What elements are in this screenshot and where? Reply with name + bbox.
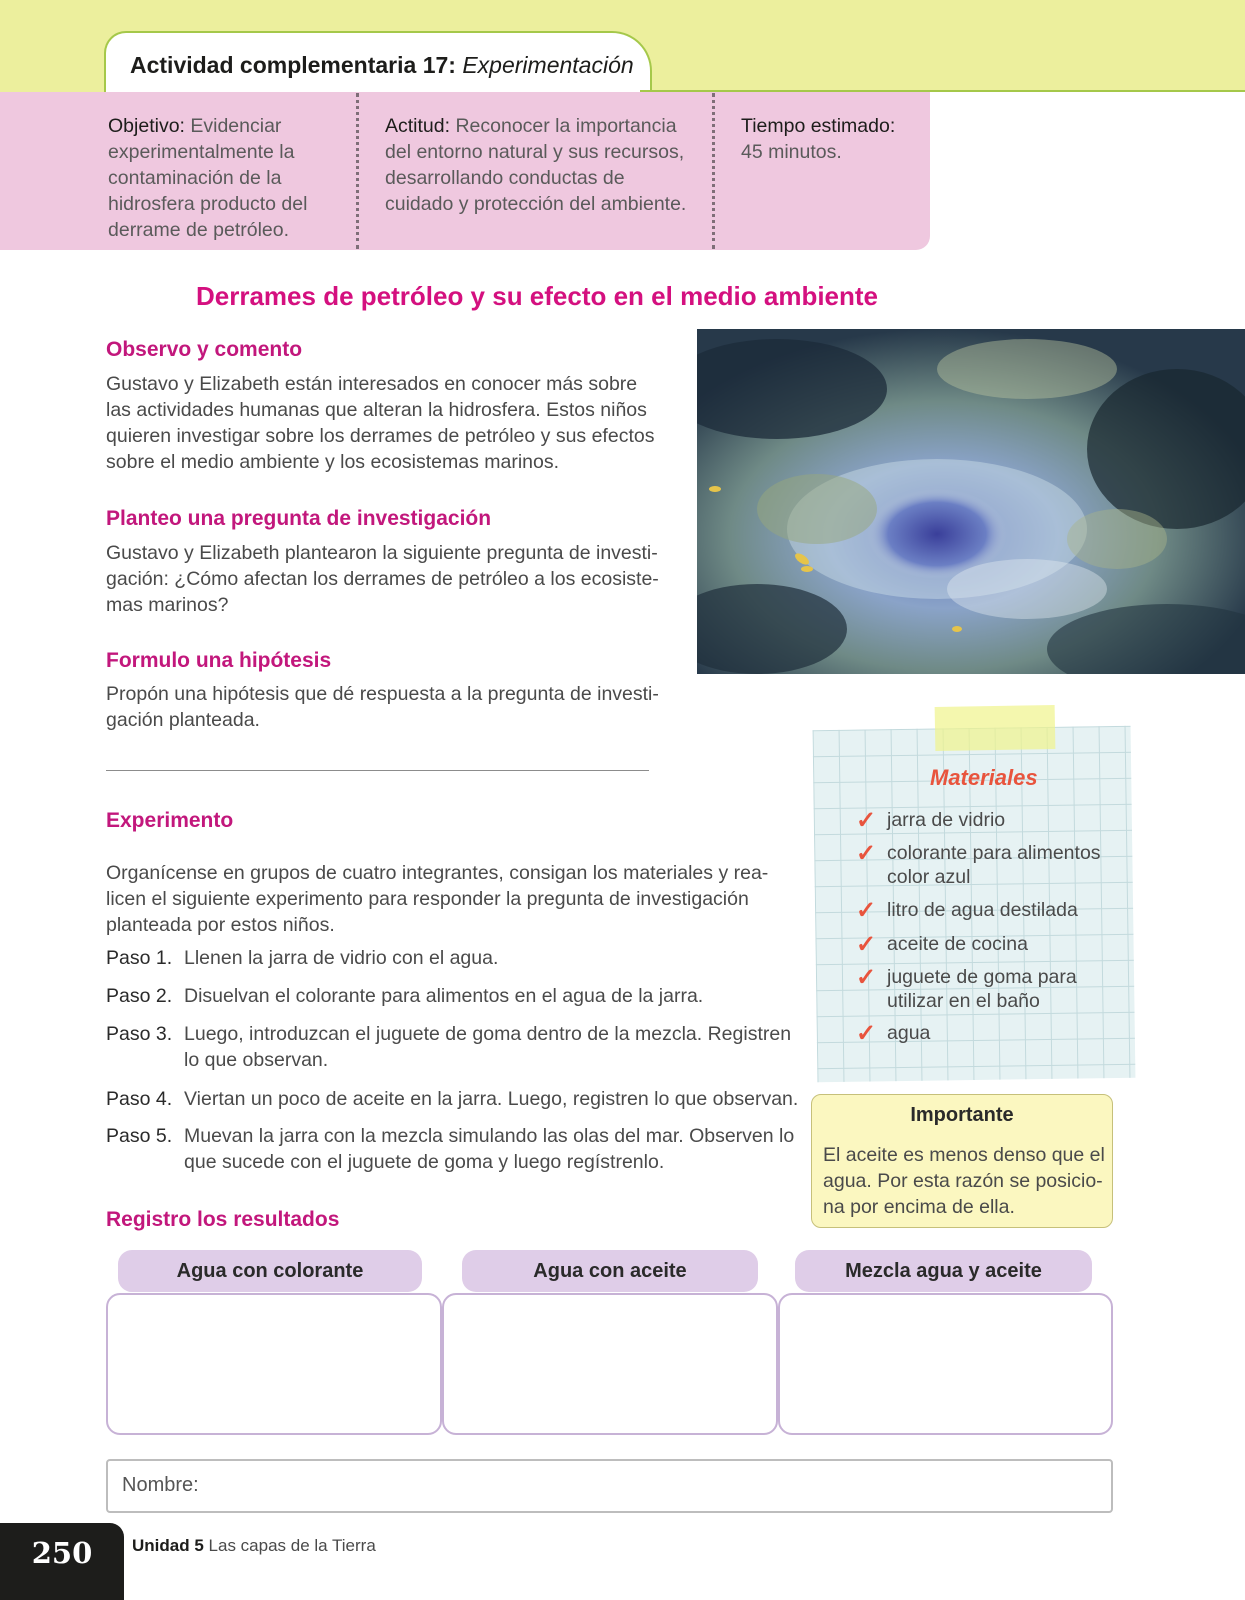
material-text: utilizar en el baño [887,990,1040,1012]
dotted-divider [356,93,359,249]
check-icon: ✓ [856,807,877,834]
activity-type: Experimentación [462,52,634,78]
text-line: Propón una hipótesis que dé respuesta a la pregunta de investi- [106,683,659,705]
objetivo-line: contaminación de la [108,167,282,189]
step-text: Viertan un poco de aceite en la jarra. Luego, registren lo que observan. [184,1088,799,1110]
step-text: Luego, introduzcan el juguete de goma dentro de la mezcla. Registren [184,1023,792,1045]
step-text: lo que observan. [184,1049,329,1071]
step-text: Llenen la jarra de vidrio con el agua. [184,947,499,969]
objetivo-block [108,113,348,243]
observo-text [106,371,686,475]
experimento-intro [106,860,806,938]
step-number: Paso 1. [106,947,173,969]
text-line: gación: ¿Cómo afectan los derrames de petróleo a los ecosiste- [106,568,659,590]
check-icon: ✓ [856,897,877,924]
text-line: licen el siguiente experimento para responder la pregunta de investigación [106,888,749,910]
step-text: Muevan la jarra con la mezcla simulando las olas del mar. Observen lo [184,1125,795,1147]
page-title: Derrames de petróleo y su efecto en el medio ambiente [196,281,879,311]
step-number: Paso 3. [106,1023,173,1045]
actitud-label: Actitud: [385,115,451,137]
result-header-aceite: Agua con aceite [462,1250,758,1292]
result-header-colorante: Agua con colorante [118,1250,422,1292]
oil-spill-photo [697,329,1245,674]
unit-title: Las capas de la Tierra [208,1536,376,1555]
text-line: Gustavo y Elizabeth están interesados en conocer más sobre [106,373,638,395]
planteo-text [106,540,686,618]
planteo-heading: Planteo una pregunta de investigación [106,507,492,530]
step-number: Paso 5. [106,1125,173,1147]
objetivo-label: Objetivo: [108,115,185,137]
material-item [887,965,1077,1013]
step-text: Disuelvan el colorante para alimentos en el agua de la jarra. [184,985,704,1007]
objetivo-line: experimentalmente la [108,141,295,163]
check-icon: ✓ [856,964,877,991]
text-line: gación planteada. [106,709,260,731]
result-box-colorante[interactable] [106,1293,442,1435]
material-text: aceite de cocina [887,933,1028,955]
text-line: na por encima de ella. [823,1196,1015,1218]
formulo-heading: Formulo una hipótesis [106,649,332,672]
actitud-line: del entorno natural y sus recursos, [385,141,685,163]
actitud-line: desarrollando conductas de [385,167,625,189]
activity-title [130,52,634,79]
material-text: litro de agua destilada [887,899,1078,921]
registro-heading: Registro los resultados [106,1208,340,1231]
tiempo-label: Tiempo estimado: [741,115,896,137]
material-text: jarra de vidrio [887,809,1006,831]
text-line: las actividades humanas que alteran la hidrosfera. Estos niños [106,399,647,421]
activity-label: Actividad complementaria 17: [130,52,456,78]
text-line: quieren investigar sobre los derrames de petróleo y sus efectos [106,425,655,447]
important-title: Importante [910,1104,1014,1126]
check-icon: ✓ [856,931,877,958]
text-line: Gustavo y Elizabeth plantearon la siguiente pregunta de investi- [106,542,658,564]
step-number: Paso 4. [106,1088,173,1110]
check-icon: ✓ [856,1020,877,1047]
material-item [887,898,1078,922]
name-label: Nombre: [122,1474,199,1496]
tiempo-block [741,113,926,165]
objetivo-line: derrame de petróleo. [108,219,290,241]
text-line: El aceite es menos denso que el [823,1144,1105,1166]
actitud-line: cuidado y protección del ambiente. [385,193,687,215]
material-item [887,841,1101,889]
important-text [823,1142,1109,1220]
footer-unit [132,1536,376,1556]
text-line: Organícense en grupos de cuatro integrantes, consigan los materiales y rea- [106,862,769,884]
material-item [887,808,1005,832]
step-text: que sucede con el juguete de goma y luego regístrenlo. [184,1151,665,1173]
step-number: Paso 2. [106,985,173,1007]
text-line: agua. Por esta razón se posicio- [823,1170,1103,1192]
result-box-aceite[interactable] [442,1293,778,1435]
material-item [887,932,1028,956]
text-line: sobre el medio ambiente y los ecosistemas marinos. [106,451,560,473]
objetivo-line: hidrosfera producto del [108,193,308,215]
materials-title: Materiales [930,765,1038,790]
experimento-heading: Experimento [106,809,234,832]
unit-label: Unidad 5 [132,1536,204,1555]
page-number: 250 [31,1536,93,1570]
check-icon: ✓ [856,840,877,867]
text-line: planteada por estos niños. [106,914,335,936]
formulo-text [106,681,686,733]
material-text: juguete de goma para [887,966,1077,988]
tiempo-value: 45 minutos. [741,141,842,163]
material-text: agua [887,1022,931,1044]
result-header-mezcla: Mezcla agua y aceite [795,1250,1092,1292]
observo-heading: Observo y comento [106,338,303,361]
material-item [887,1021,930,1045]
dotted-divider [712,93,715,249]
hypothesis-answer-line[interactable] [106,770,649,771]
material-text: color azul [887,866,971,888]
text-line: mas marinos? [106,594,229,616]
material-text: colorante para alimentos [887,842,1101,864]
result-box-mezcla[interactable] [778,1293,1113,1435]
name-field[interactable] [106,1459,1113,1513]
actitud-line: Reconocer la importancia [455,115,677,137]
tape-decoration [935,705,1056,751]
objetivo-line: Evidenciar [190,115,282,137]
actitud-block [385,113,715,217]
